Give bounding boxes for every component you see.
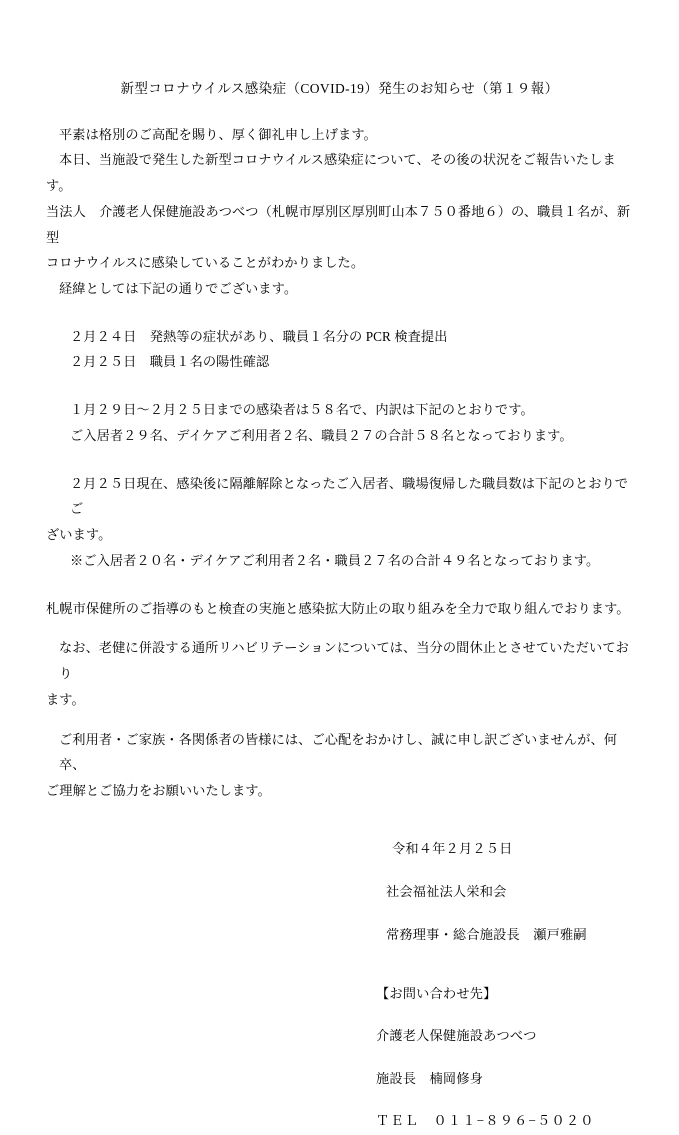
timeline-item: ２月２５日 職員１名の陽性確認 [70,354,270,370]
contact-facility: 介護老人保健施設あつべつ [376,1028,537,1044]
contact-telephone: ＴＥＬ ０１１−８９６−５０２０ [376,1112,595,1128]
intro-line-4: 経緯としては下記の通りでございます。 [59,281,298,296]
apology-block [46,727,633,804]
health-center-line: 札幌市保健所のご指導のもと検査の実施と感染拡大防止の取り組みを全力で取り組んでおります。 [46,600,630,616]
summary-line-1: １月２９日〜２月２５日までの感染者は５８名で、内訳は下記のとおりです。 [70,402,534,418]
summary-block [46,397,633,448]
summary-line-2: ご入居者２９名、デイケアご利用者２名、職員２７の合計５８名となっております。 [70,427,573,443]
signature-block [46,834,633,949]
intro-line-3: コロナウイルスに感染していることがわかりました。 [46,255,365,271]
health-center-block [46,596,633,622]
contact-heading: 【お問い合わせ先】 [376,986,497,1002]
intro-block [46,147,633,301]
signature-date: 令和４年２月２５日 [392,840,513,856]
greeting-block [46,122,633,148]
rehab-line-2: ます。 [46,691,85,707]
release-line-1: ２月２５日現在、感染後に隔離解除となったご入居者、職場復帰した職員数は下記のとおりでご [70,475,629,517]
release-block [46,471,633,574]
timeline-block [46,324,633,375]
contact-manager: 施設長 楠岡修身 [376,1070,484,1086]
signature-officer: 常務理事・総合施設長 瀬戸雅嗣 [386,926,587,942]
rehab-block [46,635,633,712]
intro-line-2: 当法人 介護老人保健施設あつべつ（札幌市厚別区厚別町山本７５０番地６）の、職員１名が、新型 [46,203,631,245]
greeting-text: 平素は格別のご高配を賜り、厚く御礼申し上げます。 [59,126,377,142]
apology-line-1: ご利用者・ご家族・各関係者の皆様には、ご心配をおかけし、誠に申し訳ございませんが、何卒、 [59,731,618,773]
signature-organization: 社会福祉法人栄和会 [386,883,507,899]
timeline-item: ２月２４日 発熱等の症状があり、職員１名分の PCR 検査提出 [70,328,448,344]
contact-block [46,979,633,1135]
document-title: 新型コロナウイルス感染症（COVID-19）発生のお知らせ（第１９報） [120,81,559,96]
release-note: ※ご入居者２０名・デイケアご利用者２名・職員２７名の合計４９名となっております。 [70,552,600,568]
document-page [0,78,679,1128]
release-line-2: ざいます。 [46,527,112,543]
intro-line-1: 本日、当施設で発生した新型コロナウイルス感染症について、その後の状況をご報告いたします。 [46,152,616,194]
apology-line-2: ご理解とご協力をお願いいたします。 [46,783,271,799]
rehab-line-1: なお、老健に併設する通所リハビリテーションについては、当分の間休止とさせていただいており [59,640,629,682]
